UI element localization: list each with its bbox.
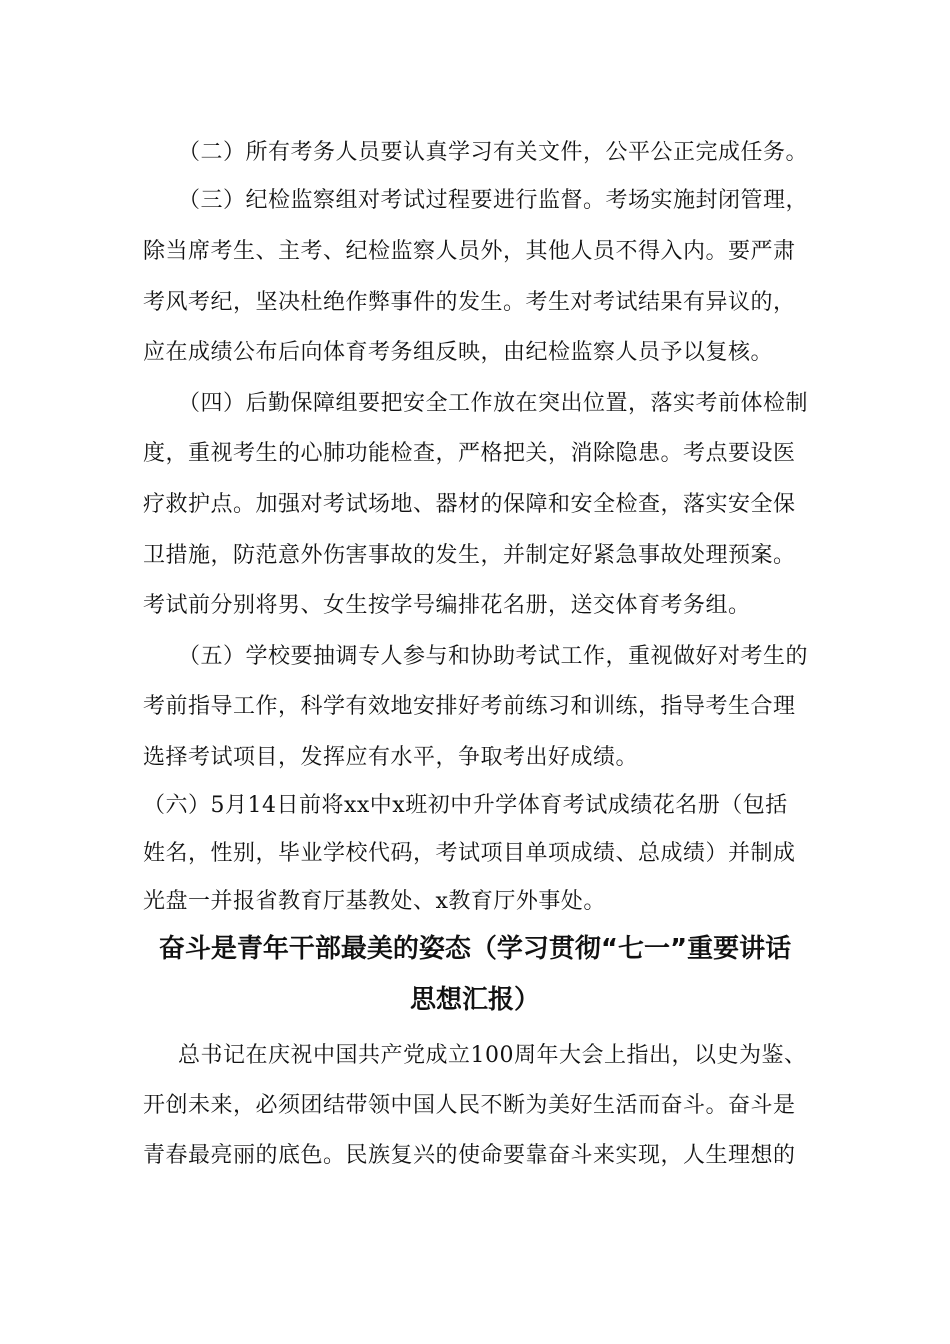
article-title-line-2: 思想汇报） — [409, 985, 540, 1015]
paragraph-3-line-2: 除当席考生、主考、纪检监察人员外，其他人员不得入内。要严肃 — [143, 239, 796, 264]
paragraph-5-line-1: （五）学校要抽调专人参与和协助考试工作，重视做好对考生的 — [178, 644, 809, 669]
paragraph-3-line-4: 应在成绩公布后向体育考务组反映，由纪检监察人员予以复核。 — [143, 340, 774, 365]
paragraph-6-line-3: 光盘一并报省教育厅基教处、x教育厅外事处。 — [143, 889, 606, 914]
paragraph-5-line-3: 选择考试项目，发挥应有水平，争取考出好成绩。 — [143, 745, 639, 770]
paragraph-4-line-5: 考试前分别将男、女生按学号编排花名册，送交体育考务组。 — [143, 593, 751, 618]
article-body-line-2: 开创未来，必须团结带领中国人民不断为美好生活而奋斗。奋斗是 — [143, 1093, 796, 1118]
article-title-line-1: 奋斗是青年干部最美的姿态（学习贯彻“七一”重要讲话 — [158, 934, 792, 964]
paragraph-4-line-2: 度，重视考生的心肺功能检查，严格把关，消除隐患。考点要设医 — [143, 441, 796, 466]
article-body-line-1: 总书记在庆祝中国共产党成立100周年大会上指出，以史为鉴、 — [178, 1043, 807, 1068]
paragraph-4-line-1: （四）后勤保障组要把安全工作放在突出位置，落实考前体检制 — [178, 391, 809, 416]
paragraph-6-line-2: 姓名，性别，毕业学校代码，考试项目单项成绩、总成绩）并制成 — [143, 841, 796, 866]
paragraph-3-line-3: 考风考纪，坚决杜绝作弊事件的发生。考生对考试结果有异议的， — [143, 290, 796, 315]
paragraph-5-line-2: 考前指导工作，科学有效地安排好考前练习和训练，指导考生合理 — [143, 694, 796, 719]
paragraph-4-line-4: 卫措施，防范意外伤害事故的发生，并制定好紧急事故处理预案。 — [143, 543, 796, 568]
article-body-line-3: 青春最亮丽的底色。民族复兴的使命要靠奋斗来实现，人生理想的 — [143, 1143, 796, 1168]
paragraph-4-line-3: 疗救护点。加强对考试场地、器材的保障和安全检查，落实安全保 — [143, 492, 796, 517]
paragraph-6-line-1: （六）5月14日前将xx中x班初中升学体育考试成绩花名册（包括 — [143, 793, 788, 818]
paragraph-3-line-1: （三）纪检监察组对考试过程要进行监督。考场实施封闭管理， — [178, 188, 809, 213]
paragraph-2-line-1: （二）所有考务人员要认真学习有关文件，公平公正完成任务。 — [178, 140, 809, 165]
